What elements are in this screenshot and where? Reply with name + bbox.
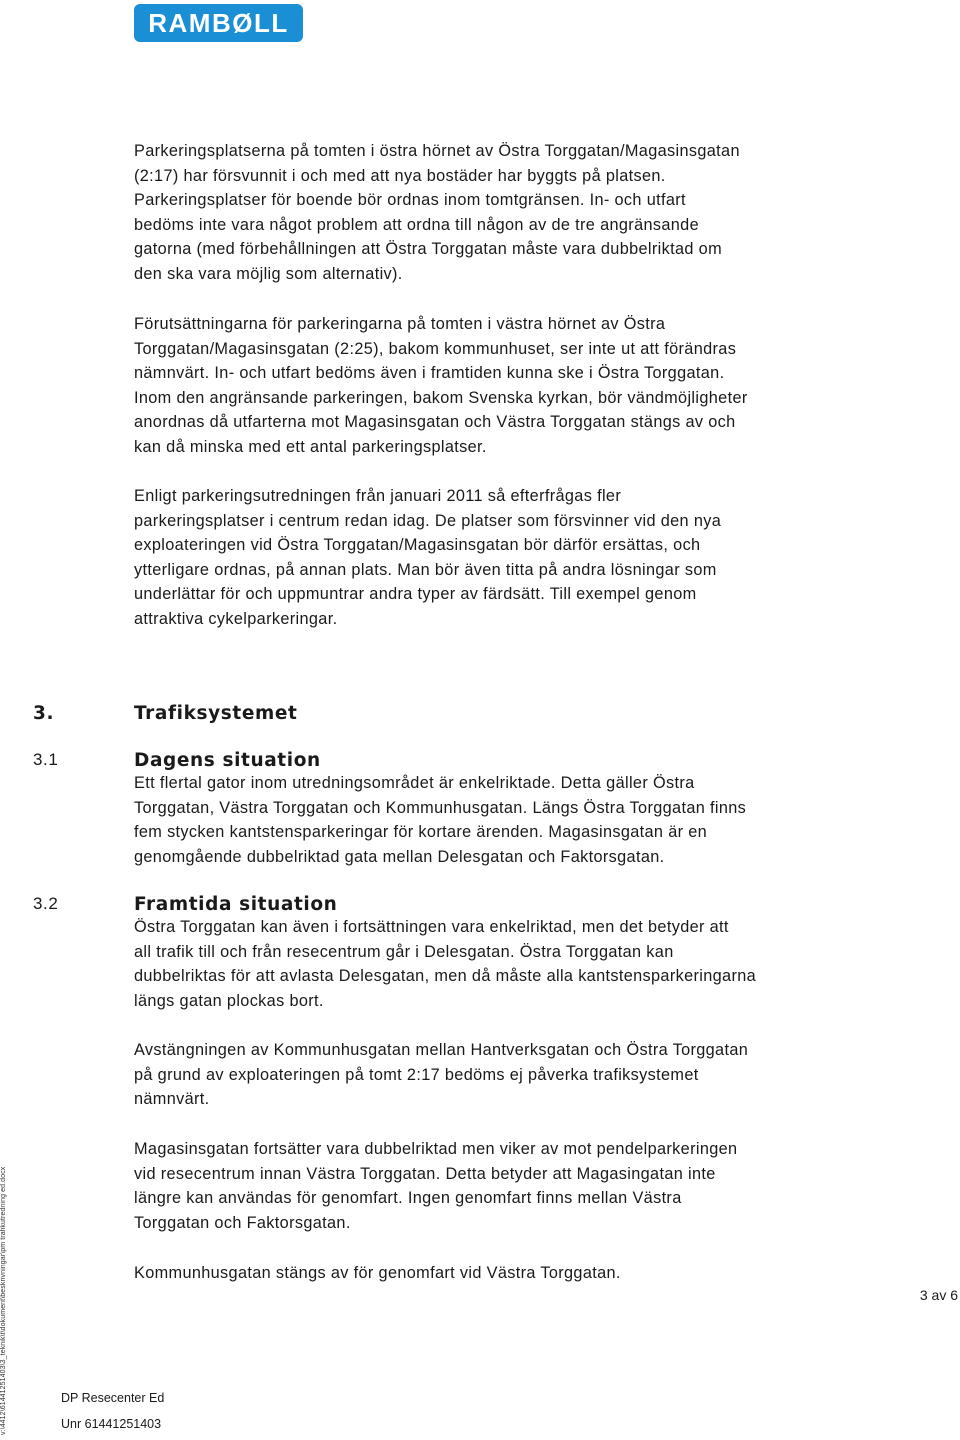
text-line: Magasinsgatan fortsätter vara dubbelriktad men viker av mot pendelparkeringen [134, 1140, 738, 1158]
section-3-number: 3. [33, 703, 55, 724]
text-line: Ett flertal gator inom utredningsområdet är enkelriktade. Detta gäller Östra [134, 774, 695, 792]
text-line: (2:17) har försvunnit i och med att nya bostäder har byggts på platsen. [134, 166, 666, 185]
paragraph-future-closure [134, 1261, 854, 1286]
text-line: dubbelriktas för att avlasta Delesgatan, men då måste alla kantstensparkeringarna [134, 967, 757, 986]
text-line: Torggatan, Västra Torggatan och Kommunhusgatan. Längs Östra Torggatan finns [134, 798, 747, 817]
ramboll-logo [134, 4, 303, 42]
text-line: nämnvärt. [134, 1090, 210, 1109]
text-line: Enligt parkeringsutredningen från januari 2011 så efterfrågas fler [134, 487, 622, 505]
text-line: på grund av exploateringen på tomt 2:17 bedöms ej påverka trafiksystemet [134, 1065, 699, 1084]
paragraph-future-magasinsgatan [134, 1137, 854, 1235]
text-line: anordnas då utfarterna mot Magasinsgatan och Västra Torggatan stängs av och [134, 413, 736, 432]
text-line: bedöms inte vara något problem att ordna till någon av de tre angränsande [134, 215, 699, 234]
text-line: ytterligare ordnas, på annan plats. Man bör även titta på andra lösningar som [134, 560, 717, 579]
text-line: längre kan användas för genomfart. Ingen genomfart finns mellan Västra [134, 1189, 682, 1208]
paragraph-future-kommunhusgatan [134, 1038, 854, 1112]
text-line: Parkeringsplatserna på tomten i östra hörnet av Östra Torggatan/Magasinsgatan [134, 142, 740, 160]
text-line: exploateringen vid Östra Torggatan/Magasinsgatan bör därför ersättas, och [134, 536, 701, 555]
text-line: underlättar för och uppmuntrar andra typer av färdsätt. Till exempel genom [134, 585, 697, 604]
text-line: Kommunhusgatan stängs av för genomfart vid Västra Torggatan. [134, 1264, 621, 1282]
text-line: parkeringsplatser i centrum redan idag. De platser som försvinner vid den nya [134, 511, 722, 530]
paragraph-parking-west [134, 312, 854, 460]
paragraph-parking-study [134, 484, 854, 632]
text-line: längs gatan plockas bort. [134, 991, 324, 1010]
section-3-2-title: Framtida situation [134, 894, 338, 915]
section-3-2-number: 3.2 [33, 894, 59, 913]
text-line: vid resecentrum innan Västra Torggatan. Detta betyder att Magasingatan inte [134, 1164, 716, 1183]
section-3-1-title: Dagens situation [134, 750, 321, 771]
footer-unr: Unr 61441251403 [61, 1417, 162, 1431]
paragraph-future-torggatan [134, 915, 854, 1013]
paragraph-parking-east [134, 139, 854, 287]
text-line: attraktiva cykelparkeringar. [134, 609, 338, 628]
text-line: Torggatan och Faktorsgatan. [134, 1213, 351, 1232]
paragraph-current-situation [134, 771, 854, 869]
footer-doc-title: DP Resecenter Ed [61, 1391, 165, 1405]
text-line: Förutsättningarna för parkeringarna på tomten i västra hörnet av Östra [134, 315, 666, 333]
text-line: genomgående dubbelriktad gata mellan Delesgatan och Faktorsgatan. [134, 847, 665, 866]
text-line: Torggatan/Magasinsgatan (2:25), bakom kommunhuset, ser inte ut att förändras [134, 339, 737, 358]
text-line: Östra Torggatan kan även i fortsättningen vara enkelriktad, men det betyder att [134, 918, 729, 936]
text-line: Inom den angränsande parkeringen, bakom Svenska kyrkan, bör vändmöjligheter [134, 388, 748, 407]
file-path-label: v:\4412\61441251403\3_teknik\t\dokument\beskrivningar\pm trafikutredning ed.docx [0, 1166, 7, 1435]
text-line: fem stycken kantstensparkeringar för kortare ärenden. Magasinsgatan är en [134, 823, 708, 842]
text-line: kan då minska med ett antal parkeringsplatser. [134, 437, 487, 456]
text-line: all trafik till och från resecentrum går i Delesgatan. Östra Torggatan kan [134, 942, 674, 961]
section-3-title: Trafiksystemet [134, 703, 298, 724]
text-line: Parkeringsplatser för boende bör ordnas inom tomtgränsen. In- och utfart [134, 191, 686, 210]
text-line: Avstängningen av Kommunhusgatan mellan Hantverksgatan och Östra Torggatan [134, 1041, 749, 1059]
text-line: den ska vara möjlig som alternativ). [134, 264, 403, 283]
text-line: gatorna (med förbehållningen att Östra Torggatan måste vara dubbelriktad om [134, 240, 722, 259]
logo-text: RAMBØLL [148, 7, 289, 38]
section-3-1-number: 3.1 [33, 750, 59, 769]
page-number: 3 av 6 [919, 1287, 958, 1303]
text-line: nämnvärt. In- och utfart bedöms även i framtiden kunna ske i Östra Torggatan. [134, 364, 725, 383]
